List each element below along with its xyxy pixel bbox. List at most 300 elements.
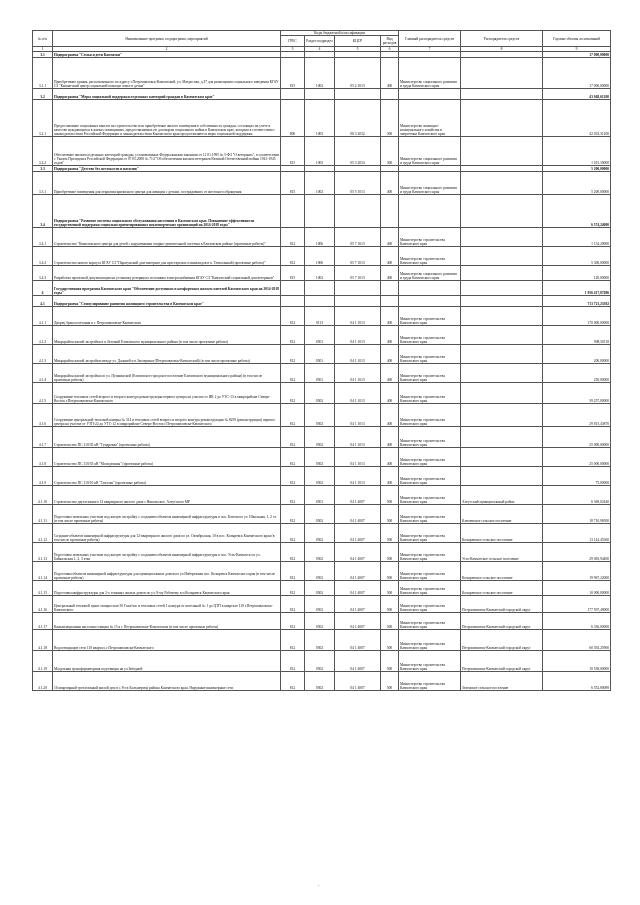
- row-vid: 500: [381, 651, 399, 672]
- row-recipient: [461, 247, 543, 266]
- row-vid: [381, 195, 399, 228]
- row-amount: 10 538,00000: [543, 651, 611, 672]
- col-index: 8: [461, 47, 543, 52]
- row-amount: 908,50118: [543, 326, 611, 345]
- row-recipient: [461, 345, 543, 364]
- row-razdel: 0113: [305, 307, 335, 326]
- row-ksr: 04 1 1013: [335, 467, 381, 486]
- row-amount: 200,00000: [543, 345, 611, 364]
- header-budget-codes: Коды бюджетной классификации: [281, 31, 399, 36]
- row-grbs: 812: [281, 486, 305, 505]
- row-manager: Министерство строительства Камчатского края: [399, 581, 461, 596]
- row-number: 4.1: [33, 296, 53, 307]
- row-grbs: [281, 89, 305, 100]
- row-number: 4.1.10: [33, 486, 53, 505]
- row-vid: 400: [381, 228, 399, 247]
- row-manager: Министерство строительства Камчатского края: [399, 228, 461, 247]
- row-number: 4.1.16: [33, 596, 53, 613]
- row-number: 4.1.3: [33, 345, 53, 364]
- row-razdel: 1002: [305, 172, 335, 195]
- row-manager: Министерство строительства Камчатского края: [399, 383, 461, 404]
- row-grbs: 812: [281, 672, 305, 691]
- row-number: 4.1.5: [33, 383, 53, 404]
- row-grbs: 812: [281, 467, 305, 486]
- row-number: 3.2.2: [33, 137, 53, 166]
- row-vid: 400: [381, 404, 399, 427]
- row-amount: 713 721,23302: [543, 296, 611, 307]
- row-amount: 25 000,00000: [543, 448, 611, 467]
- row-ksr: 04 1 4007: [335, 613, 381, 630]
- row-ksr: 04 1 1013: [335, 364, 381, 383]
- row-amount: 5 200,00000: [543, 172, 611, 195]
- row-manager: Министерство строительства Камчатского края: [399, 448, 461, 467]
- col-index: 5: [335, 47, 381, 52]
- row-ksr: 04 1 1013: [335, 383, 381, 404]
- row-manager: Министерство строительства Камчатского края: [399, 543, 461, 562]
- row-name: Строительство ПС 110/10 кВ "Светлая" (проектные работы): [53, 467, 281, 486]
- table-row: [33, 448, 611, 467]
- row-vid: 500: [381, 524, 399, 543]
- row-vid: 500: [381, 505, 399, 524]
- row-manager: Министерство строительства Камчатского края: [399, 562, 461, 581]
- col-index: 7: [399, 47, 461, 52]
- row-recipient: Козыревское сельское поселение: [461, 581, 543, 596]
- row-razdel: 0502: [305, 630, 335, 651]
- table-row: [33, 100, 611, 137]
- row-amount: 18 710,96500: [543, 505, 611, 524]
- table-row: [33, 596, 611, 613]
- row-ksr: 04 1 1013: [335, 427, 381, 448]
- table-row: [33, 562, 611, 581]
- row-grbs: 812: [281, 581, 305, 596]
- row-ksr: 04 1 1013: [335, 448, 381, 467]
- table-row: [33, 195, 611, 228]
- row-razdel: 1003: [305, 100, 335, 137]
- row-recipient: [461, 228, 543, 247]
- row-vid: [381, 281, 399, 296]
- row-recipient: Зеленское сельское поселение: [461, 672, 543, 691]
- row-name: Строительство двухэтажного 12 квартирного жилого дома с.Никольское, Алеутского МР: [53, 486, 281, 505]
- row-vid: [381, 296, 399, 307]
- row-razdel: 0502: [305, 427, 335, 448]
- row-razdel: [305, 281, 335, 296]
- row-amount: 120,00000: [543, 266, 611, 281]
- row-number: 3.1: [33, 52, 53, 58]
- row-ksr: [335, 89, 381, 100]
- table-row: [33, 524, 611, 543]
- row-recipient: [461, 89, 543, 100]
- col-index: 3: [281, 47, 305, 52]
- table-row: [33, 651, 611, 672]
- row-name: Строительство ПС 110/35 кВ "Молодежная" (проектные работы): [53, 448, 281, 467]
- row-recipient: [461, 383, 543, 404]
- row-amount: 6 552,80089: [543, 672, 611, 691]
- row-number: 3.4.3: [33, 266, 53, 281]
- row-number: 3.2.1: [33, 100, 53, 137]
- row-vid: 500: [381, 596, 399, 613]
- row-vid: 400: [381, 345, 399, 364]
- budget-table: [32, 30, 611, 691]
- row-number: 4.1.2: [33, 326, 53, 345]
- header-razdel: Раздел подраздел: [305, 36, 335, 47]
- row-name: Подпрограмма "Развитие системы социального обслуживания населения в Камчатском крае. Повышение эффективности государственной поддержки социально ориентированных некоммерческих организаций на 2014-2018 годы": [53, 195, 281, 228]
- table-row: [33, 281, 611, 296]
- col-index: 1: [33, 47, 53, 52]
- table-row: [33, 228, 611, 247]
- row-name: Дворец бракосочетания в г. Петропавловске-Камчатском: [53, 307, 281, 326]
- table-row: [33, 467, 611, 486]
- row-ksr: 04 1 1013: [335, 345, 381, 364]
- row-grbs: 812: [281, 524, 305, 543]
- header-manager: Главный распорядитель средств: [399, 31, 461, 47]
- row-number: 3.4.1: [33, 228, 53, 247]
- row-grbs: 812: [281, 562, 305, 581]
- row-amount: 1 154,20000: [543, 228, 611, 247]
- row-number: 4.1.1: [33, 307, 53, 326]
- col-index: 6: [381, 47, 399, 52]
- row-ksr: 05 7 1013: [335, 266, 381, 281]
- row-name: Приобретение помещения для открытия кризисного центра для женщин с детьми, пострадавших от жестокого обращения: [53, 172, 281, 195]
- row-vid: 400: [381, 58, 399, 89]
- row-recipient: Усть-Камчатское сельское поселение: [461, 543, 543, 562]
- row-recipient: [461, 404, 543, 427]
- row-recipient: Петропавловск-Камчатский городской округ: [461, 596, 543, 613]
- row-recipient: [461, 137, 543, 166]
- row-recipient: [461, 195, 543, 228]
- table-row: [33, 266, 611, 281]
- row-name: Разработка проектной документации на установку резервного источника электроснабжения КГАУ СЗ "Камчатский социальный дом ветеранов": [53, 266, 281, 281]
- row-vid: 400: [381, 172, 399, 195]
- table-row: [33, 505, 611, 524]
- row-ksr: [335, 195, 381, 228]
- row-manager: Министерство социального развития и труда Камчатского края: [399, 58, 461, 89]
- row-vid: 400: [381, 364, 399, 383]
- row-vid: 500: [381, 562, 399, 581]
- row-grbs: 812: [281, 630, 305, 651]
- row-razdel: 0502: [305, 505, 335, 524]
- row-manager: Министерство строительства Камчатского края: [399, 467, 461, 486]
- header-name: Наименование программ, подпрограмм, мероприятий: [53, 31, 281, 47]
- row-name: Центральный тепловой пункт мощностью 50 Гкал/час и тепловых сетей 1 контура от котельной № 1 до ЦТП в квартале 110 г.Петропавловска-Камчатского: [53, 596, 281, 613]
- row-recipient: [461, 266, 543, 281]
- row-manager: Министерство строительства Камчатского края: [399, 630, 461, 651]
- row-recipient: Петропавловск-Камчатский городской округ: [461, 613, 543, 630]
- row-amount: 177 597,49000: [543, 596, 611, 613]
- row-grbs: 812: [281, 326, 305, 345]
- row-ksr: 04 1 1013: [335, 404, 381, 427]
- table-row: [33, 383, 611, 404]
- row-ksr: 04 1 1013: [335, 307, 381, 326]
- row-number: 4.1.17: [33, 613, 53, 630]
- row-number: 4.1.14: [33, 562, 53, 581]
- row-name: Государственная программа Камчатского края "Обеспечение доступным и комфортным жильем жителей Камчатского края на 2014-2018 годы": [53, 281, 281, 296]
- row-recipient: Козыревское сельское поселение: [461, 524, 543, 543]
- table-row: [33, 345, 611, 364]
- row-name: Строительство нового корпуса КГАУ СЗ "Паратунский дом-интернат для престарелых и инвалидов в п. Termальный (проектные работы)": [53, 247, 281, 266]
- row-name: Подпрограмма "Меры социальной поддержки отдельных категорий граждан в Камчатском крае": [53, 89, 281, 100]
- row-vid: 400: [381, 448, 399, 467]
- row-amount: 19 967,22000: [543, 562, 611, 581]
- header-recipient: Распорядитель средств: [461, 31, 543, 47]
- row-recipient: [461, 326, 543, 345]
- row-recipient: [461, 427, 543, 448]
- row-amount: 6 369,02440: [543, 486, 611, 505]
- row-razdel: 0502: [305, 651, 335, 672]
- row-amount: 10 000,00000: [543, 581, 611, 596]
- row-ksr: 04 1 4007: [335, 651, 381, 672]
- row-razdel: 0502: [305, 524, 335, 543]
- row-vid: 500: [381, 543, 399, 562]
- row-razdel: 0501: [305, 326, 335, 345]
- row-number: 4.1.4: [33, 364, 53, 383]
- row-number: 4.1.9: [33, 467, 53, 486]
- row-manager: Министерство строительства Камчатского края: [399, 427, 461, 448]
- row-number: 4.1.7: [33, 427, 53, 448]
- header-ksr: КЦСР: [335, 36, 381, 47]
- row-recipient: Петропавловск-Камчатский городской округ: [461, 651, 543, 672]
- table-row: [33, 172, 611, 195]
- row-vid: 400: [381, 467, 399, 486]
- row-manager: Министерство строительства Камчатского края: [399, 404, 461, 427]
- row-name: 16 квартирный трехэтажный жилой дом в с.Усть-Большерецк района Камчатского края. Наружные инженерные сети: [53, 672, 281, 691]
- table-row: [33, 543, 611, 562]
- row-vid: 400: [381, 266, 399, 281]
- row-manager: Министерство строительства Камчатского края: [399, 486, 461, 505]
- row-razdel: 0502: [305, 467, 335, 486]
- row-amount: 250,00000: [543, 364, 611, 383]
- row-amount: 42 033,31200: [543, 100, 611, 137]
- row-recipient: [461, 281, 543, 296]
- row-razdel: 0502: [305, 562, 335, 581]
- row-manager: [399, 89, 461, 100]
- row-vid: 400: [381, 326, 399, 345]
- row-manager: Министерство строительства Камчатского края: [399, 505, 461, 524]
- row-razdel: 1002: [305, 266, 335, 281]
- row-name: Строительство ПС 110/35 кВ "Тундровая" (проектные работы): [53, 427, 281, 448]
- row-grbs: 812: [281, 613, 305, 630]
- row-number: 4.1.15: [33, 581, 53, 596]
- row-manager: Министерство строительства Камчатского края: [399, 524, 461, 543]
- row-ksr: [335, 281, 381, 296]
- row-ksr: 05 7 1013: [335, 247, 381, 266]
- row-razdel: 0502: [305, 543, 335, 562]
- row-recipient: [461, 296, 543, 307]
- row-manager: Министерство социального развития и труда Камчатского края: [399, 172, 461, 195]
- row-grbs: 812: [281, 247, 305, 266]
- row-razdel: 0501: [305, 486, 335, 505]
- col-index: 2: [53, 47, 281, 52]
- row-ksr: 05 2 1013: [335, 58, 381, 89]
- col-index: 9: [543, 47, 611, 52]
- table-row: [33, 247, 611, 266]
- table-row: [33, 427, 611, 448]
- table-row: [33, 307, 611, 326]
- row-grbs: 812: [281, 228, 305, 247]
- row-vid: 300: [381, 100, 399, 137]
- row-grbs: 812: [281, 364, 305, 383]
- row-number: 4.1.11: [33, 505, 53, 524]
- row-manager: Министерство жилищно-коммунального хозяйства и энергетики Камчатского края: [399, 100, 461, 137]
- row-recipient: [461, 448, 543, 467]
- row-amount: 6 574,24000: [543, 195, 611, 228]
- row-number: 4.1.20: [33, 672, 53, 691]
- row-name: Сооружение центральной тепловой камеры № 314 и тепловых сетей второго и второго контура реконструкции № 8259 (реконструкция) первого центра на участке от УТП-22 до УТС-12 в микрорайоне Северо-Восток г.Петропавловска-Камчатского: [53, 404, 281, 427]
- row-razdel: [305, 195, 335, 228]
- row-name: Микрорайон жилой застройки по ул. Пушкинской (Елизовское городское поселение Елизовского муниципального района) (в том числе проектные работы): [53, 364, 281, 383]
- row-grbs: [281, 195, 305, 228]
- row-name: Подготовка инфраструктуры для 2-х этажных жилых домов по ул. 8-му Рабочему в п.Козыревск Камчатского края: [53, 581, 281, 596]
- row-amount: 75,00000: [543, 467, 611, 486]
- row-name: Микрорайон жилой застройки в п.Зеленый Елизовского муниципального района (в том числе проектные работы): [53, 326, 281, 345]
- table-row: [33, 486, 611, 505]
- row-vid: 400: [381, 247, 399, 266]
- row-grbs: 812: [281, 427, 305, 448]
- table-row: [33, 326, 611, 345]
- row-ksr: 06 3 2032: [335, 100, 381, 137]
- row-grbs: 806: [281, 100, 305, 137]
- row-name: Подпрограмма "Стимулирование развития жилищного строительства в Камчатском крае": [53, 296, 281, 307]
- row-manager: [399, 195, 461, 228]
- row-manager: Министерство социального развития и труда Камчатского края: [399, 266, 461, 281]
- row-name: Строительство "Комплексного центра для детей с нарушениями опорно-двигательной системы в Елизовском районе (проектные работы)": [53, 228, 281, 247]
- row-recipient: [461, 307, 543, 326]
- row-manager: Министерство строительства Камчатского края: [399, 247, 461, 266]
- page-footer-mark: -: [318, 883, 320, 888]
- row-razdel: 0502: [305, 672, 335, 691]
- row-grbs: 815: [281, 172, 305, 195]
- row-razdel: 0501: [305, 345, 335, 364]
- row-razdel: [305, 296, 335, 307]
- row-grbs: 812: [281, 307, 305, 326]
- row-vid: 500: [381, 630, 399, 651]
- row-amount: 25 000,00000: [543, 427, 611, 448]
- row-ksr: 04 1 4007: [335, 672, 381, 691]
- table-row: [33, 404, 611, 427]
- row-recipient: [461, 172, 543, 195]
- table-row: [33, 630, 611, 651]
- row-manager: Министерство строительства Камчатского края: [399, 613, 461, 630]
- table-row: [33, 613, 611, 630]
- header-vid: Вид расходов: [381, 36, 399, 47]
- row-ksr: 04 1 4007: [335, 562, 381, 581]
- row-razdel: 0502: [305, 613, 335, 630]
- row-name: Подготовка объектов инженерной инфраструктуры для муниципальных домов по ул.Набережная пос. Козыревск Камчатского края (в том числе проектные работы): [53, 562, 281, 581]
- row-ksr: 05 5 1013: [335, 172, 381, 195]
- row-ksr: [335, 296, 381, 307]
- row-name: Предоставление социальных выплат на строительство или приобретение жилого помещения в собственность граждан, состоящих на учете в качестве нуждающихся в жилых помещениях, предоставляемых по договорам социального найма в Камчатском крае, которым в соответствии с законодательством Российской Федерации и законодательством Камчатского края предоставляются меры социальной поддержки: [53, 100, 281, 137]
- row-number: 4.1.19: [33, 651, 53, 672]
- row-name: Модульная трансформаторная подстанция на ул.Звёздной: [53, 651, 281, 672]
- row-grbs: 812: [281, 404, 305, 427]
- row-number: 4.1.8: [33, 448, 53, 467]
- row-ksr: 04 1 4007: [335, 486, 381, 505]
- row-manager: Министерство строительства Камчатского края: [399, 672, 461, 691]
- table-row: [33, 89, 611, 100]
- row-amount: 60 392,25900: [543, 630, 611, 651]
- row-grbs: 815: [281, 137, 305, 166]
- row-name: Приобретение здания, расположенного по адресу г.Петропавловск-Камчатский, ул. Матросова, д.37 для размещения социального заведения КГАУ СЗ "Камчатский центр социальной помощи семье и детям": [53, 58, 281, 89]
- row-ksr: 04 1 4007: [335, 543, 381, 562]
- row-manager: [399, 281, 461, 296]
- row-ksr: 04 1 4007: [335, 524, 381, 543]
- row-amount: 5 300,00000: [543, 247, 611, 266]
- row-ksr: 04 1 4007: [335, 630, 381, 651]
- row-recipient: Петропавловск-Камчатский городской округ: [461, 630, 543, 651]
- row-number: 3.1.1: [33, 58, 53, 89]
- row-razdel: 1006: [305, 228, 335, 247]
- row-razdel: 1002: [305, 58, 335, 89]
- row-vid: 400: [381, 427, 399, 448]
- row-razdel: 1003: [305, 137, 335, 166]
- row-razdel: 0502: [305, 404, 335, 427]
- row-ksr: 04 1 4007: [335, 596, 381, 613]
- header-row-top: [33, 31, 611, 36]
- row-vid: 400: [381, 307, 399, 326]
- row-recipient: Алеутский муниципальный район: [461, 486, 543, 505]
- row-grbs: [281, 296, 305, 307]
- row-recipient: [461, 58, 543, 89]
- row-manager: Министерство строительства Камчатского края: [399, 651, 461, 672]
- row-amount: 43 048,61200: [543, 89, 611, 100]
- row-amount: 39 257,00000: [543, 383, 611, 404]
- row-manager: [399, 296, 461, 307]
- row-amount: 1 015,30000: [543, 137, 611, 166]
- row-number: 4.1.12: [33, 524, 53, 543]
- row-name: Водоотводящие сети 110 квартал, г.Петропавловска-Камчатского: [53, 630, 281, 651]
- row-vid: 500: [381, 581, 399, 596]
- row-vid: 400: [381, 383, 399, 404]
- row-razdel: 1006: [305, 247, 335, 266]
- row-name: Подготовка земельных участков под жилую застройку с созданием объектов инженерной инфраструктуры в пос. Ключи по ул. Школьная, 1, 2 эт. (в том числе проектные работы): [53, 505, 281, 524]
- row-number: 3.2: [33, 89, 53, 100]
- row-vid: 300: [381, 137, 399, 166]
- row-amount: 13 142,45360: [543, 524, 611, 543]
- row-grbs: 812: [281, 383, 305, 404]
- row-grbs: 812: [281, 448, 305, 467]
- table-row: [33, 581, 611, 596]
- row-vid: 500: [381, 486, 399, 505]
- row-grbs: 812: [281, 345, 305, 364]
- row-amount: 6 336,00000: [543, 613, 611, 630]
- header-num: № п/п: [33, 31, 53, 47]
- header-grbs: ГРБС: [281, 36, 305, 47]
- table-row: [33, 672, 611, 691]
- row-name: Сооружение тепловых сетей второго и второго контура реконструкции первого центра на участке от ИК 2 до УТС-13 в микрорайоне Северо-Восток г.Петропавловска-Камчатского: [53, 383, 281, 404]
- row-grbs: 812: [281, 651, 305, 672]
- row-amount: 29 815,43870: [543, 404, 611, 427]
- row-razdel: 0502: [305, 383, 335, 404]
- col-index: 4: [305, 47, 335, 52]
- row-ksr: 04 1 1013: [335, 326, 381, 345]
- row-number: 3.3.1: [33, 172, 53, 195]
- row-grbs: 812: [281, 543, 305, 562]
- row-amount: 1 956 417,87496: [543, 281, 611, 296]
- row-number: 4.1.13: [33, 543, 53, 562]
- row-vid: 500: [381, 613, 399, 630]
- row-name: Подготовка земельных участков под жилую застройку с созданием объектов инженерной инфраструктуры в пос. Усть-Камчатск по ул. Байкальская 1, 2, 3 этап: [53, 543, 281, 562]
- row-number: 3.4.2: [33, 247, 53, 266]
- row-grbs: 812: [281, 505, 305, 524]
- row-number: 3.4: [33, 195, 53, 228]
- row-number: 4: [33, 281, 53, 296]
- table-body: [33, 52, 611, 691]
- row-grbs: 812: [281, 596, 305, 613]
- table-row: [33, 58, 611, 89]
- row-number: 3.3: [33, 166, 53, 172]
- row-vid: 500: [381, 672, 399, 691]
- row-manager: Министерство строительства Камчатского края: [399, 345, 461, 364]
- row-name: Канализационная насосная станция № 15 в г. Петропавловске-Камчатском (в том числе проектные работы): [53, 613, 281, 630]
